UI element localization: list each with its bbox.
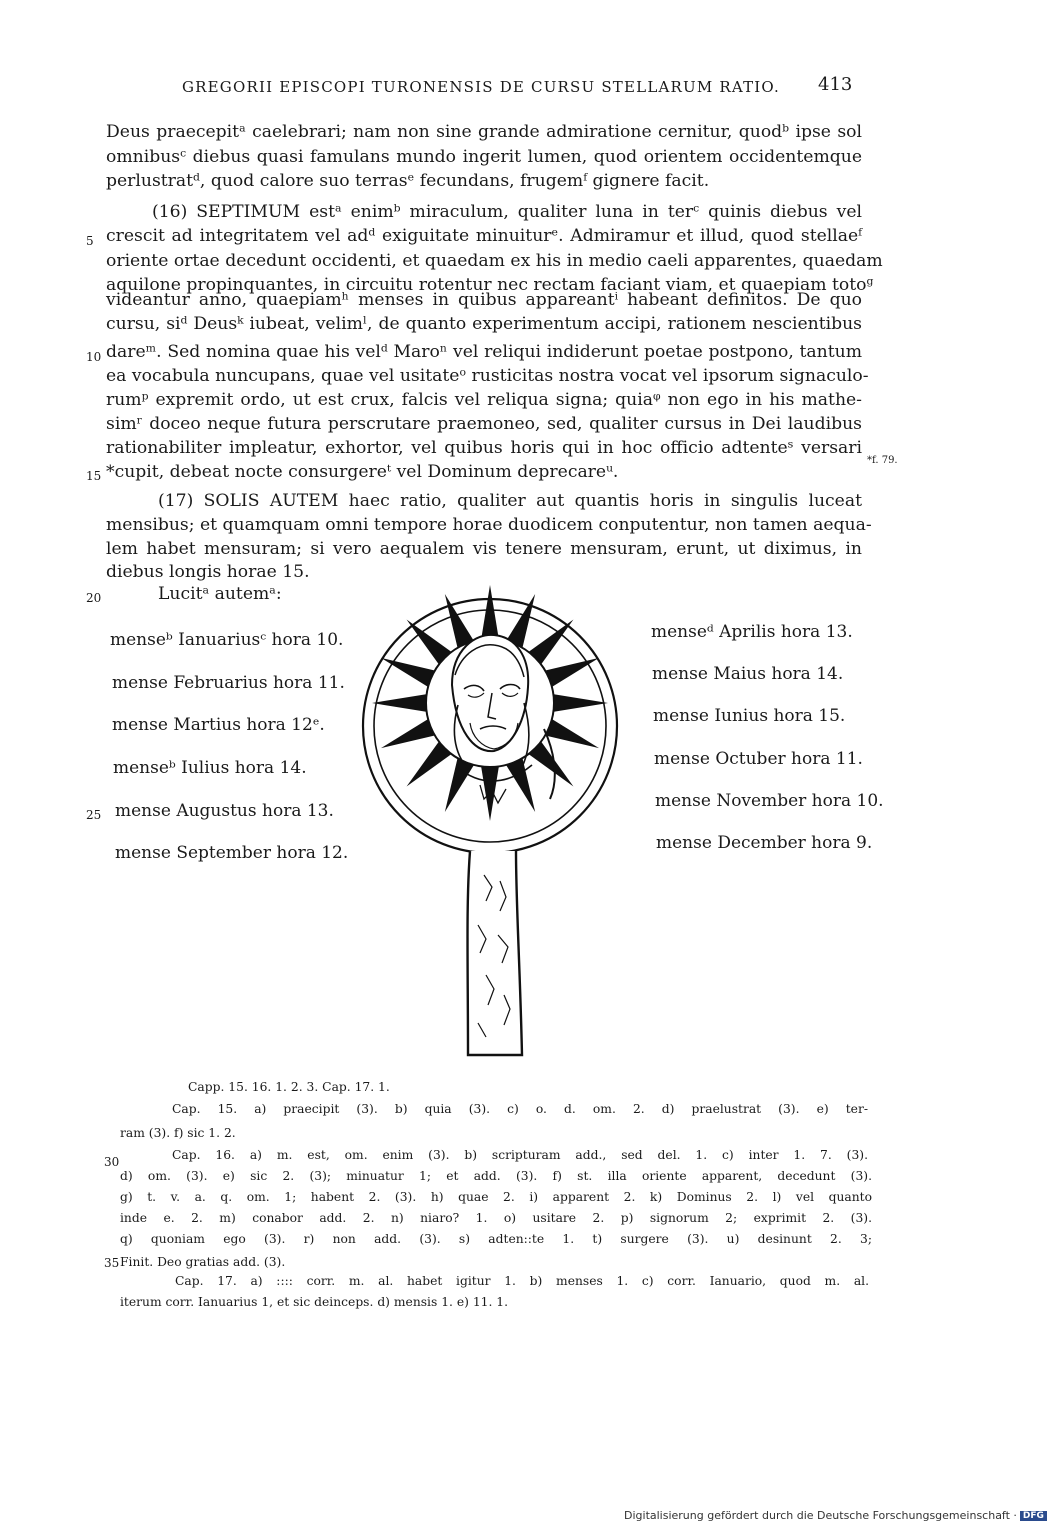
footnote-line: g) t. v. a. q. om. 1; habent 2. (3). h) quae 2. i) apparent 2. k) Dominus 2. l) vel quanto: [120, 1190, 872, 1204]
body-line: rumᵖ expremit ordo, ut est crux, falcis vel reliqua signa; quiaᵠ non ego in his mathe-: [106, 390, 862, 410]
body-line: crescit ad integritatem vel adᵈ exiguitate minuiturᵉ. Admiramur et illud, quod stellaeᶠ: [106, 226, 862, 246]
month-entry: mense Februarius hora 11.: [112, 673, 345, 693]
footnote-line: Cap. 17. a) :::: corr. m. al. habet igitur 1. b) menses 1. c) corr. Ianuario, quod m. al.: [175, 1274, 869, 1288]
body-line: simʳ doceo neque futura perscrutare praemoneo, sed, qualiter cursus in Dei laudibus: [106, 414, 862, 434]
body-line: (17) SOLIS AUTEM haec ratio, qualiter aut quantis horis in singulis luceat: [158, 491, 862, 511]
body-line: mensibus; et quamquam omni tempore horae duodicem conputentur, non tamen aequa-: [106, 515, 872, 535]
body-line: Deus praecepitᵃ caelebrari; nam non sine grande admiratione cernitur, quodᵇ ipse sol: [106, 122, 862, 142]
footnote-line: ram (3). f) sic 1. 2.: [120, 1126, 236, 1140]
line-number: 25: [86, 808, 102, 822]
credit-text: Digitalisierung gefördert durch die Deutsche Forschungsgemeinschaft ·: [624, 1509, 1017, 1522]
page-number: 413: [818, 74, 853, 95]
running-head: GREGORII EPISCOPI TURONENSIS DE CURSU STELLARUM RATIO.: [181, 78, 781, 96]
month-entry: mense Iunius hora 15.: [653, 706, 846, 726]
body-line: rationabiliter impleatur, exhortor, vel quibus horis qui in hoc officio adtenteˢ versari: [106, 438, 862, 458]
body-line: omnibusᶜ diebus quasi famulans mundo ingerit lumen, quod orientem occidentemque: [106, 147, 862, 167]
footnote-line: Capp. 15. 16. 1. 2. 3. Cap. 17. 1.: [188, 1080, 390, 1094]
footnote-line: Cap. 16. a) m. est, om. enim (3). b) scripturam add., sed del. 1. c) inter 1. 7. (3).: [172, 1148, 868, 1162]
dfg-logo: DFG: [1020, 1511, 1047, 1521]
month-entry: menseᵈ Aprilis hora 13.: [651, 622, 853, 642]
body-line: cursu, siᵈ Deusᵏ iubeat, velimˡ, de quanto experimentum accipi, rationem nescientibus: [106, 314, 862, 334]
body-line: videantur anno, quaepiamʰ menses in quibus appareantⁱ habeant definitos. De quo: [106, 290, 862, 310]
footnote-line: Cap. 15. a) praecipit (3). b) quia (3). c) o. d. om. 2. d) praelustrat (3). e) ter-: [172, 1102, 868, 1116]
month-entry: menseᵇ Iulius hora 14.: [113, 758, 307, 778]
body-line: (16) SEPTIMUM estᵃ enimᵇ miraculum, qualiter luna in terᶜ quinis diebus vel: [152, 202, 862, 222]
footnote-line: iterum corr. Ianuarius 1, et sic deinceps. d) mensis 1. e) 11. 1.: [120, 1295, 509, 1309]
body-line: oriente ortae decedunt occidenti, et quaedam ex his in medio caeli apparentes, quaedam: [106, 251, 883, 271]
line-number: 20: [86, 591, 102, 605]
month-entry: mense Augustus hora 13.: [115, 801, 334, 821]
month-entry: mense Maius hora 14.: [652, 664, 844, 684]
line-number: 30: [104, 1155, 120, 1169]
body-line: ea vocabula nuncupans, quae vel usitateᵒ rusticitas nostra vocat vel ipsorum signaculo-: [106, 366, 869, 386]
body-line: perlustratᵈ, quod calore suo terrasᵉ fecundans, frugemᶠ gignere facit.: [106, 171, 710, 191]
body-line: aquilone propinquantes, in circuitu rotentur nec rectam faciant viam, et quaepiam totoᵍ: [106, 275, 874, 295]
line-number: 5: [86, 234, 94, 248]
sun-ray: [372, 693, 431, 712]
month-entry: mense September hora 12.: [115, 843, 349, 863]
footnote-line: inde e. 2. m) conabor add. 2. n) niaro? 1. o) usitare 2. p) signorum 2; exprimit 2. (3).: [120, 1211, 872, 1225]
footnote-line: q) quoniam ego (3). r) non add. (3). s) adten::te 1. t) surgere (3). u) desinunt 2. 3;: [120, 1232, 872, 1246]
month-entry: menseᵇ Ianuariusᶜ hora 10.: [110, 630, 344, 650]
month-entry: mense December hora 9.: [656, 833, 873, 853]
line-number: 15: [86, 469, 102, 483]
month-entry: mense Octuber hora 11.: [654, 749, 863, 769]
sun-ray: [480, 762, 499, 821]
line-number: 35: [104, 1256, 120, 1270]
body-line: lem habet mensuram; si vero aequalem vis tenere mensuram, erunt, ut diximus, in: [106, 539, 862, 559]
lucit-line: Lucitᵃ autemᵃ:: [158, 584, 282, 604]
body-line: *cupit, debeat nocte consurgereᵗ vel Dominum deprecareᵘ.: [106, 462, 619, 482]
sun-ray: [549, 693, 608, 712]
body-line: dareᵐ. Sed nomina quae his velᵈ Maroⁿ vel reliqui indiderunt poetae postpono, tantum: [106, 342, 862, 362]
margin-reference: *f. 79.: [867, 455, 898, 466]
month-entry: mense November hora 10.: [655, 791, 884, 811]
footnote-line: d) om. (3). e) sic 2. (3); minuatur 1; et add. (3). f) st. illa oriente apparent, decedunt (3).: [120, 1169, 872, 1183]
footnote-line: Finit. Deo gratias add. (3).: [120, 1255, 286, 1269]
digitization-credit: [624, 1509, 1047, 1522]
month-entry: mense Martius hora 12ᵉ.: [112, 715, 325, 735]
body-line: diebus longis horae 15.: [106, 562, 310, 582]
sun-face-initial-I-icon: [360, 585, 650, 1065]
line-number: 10: [86, 350, 102, 364]
